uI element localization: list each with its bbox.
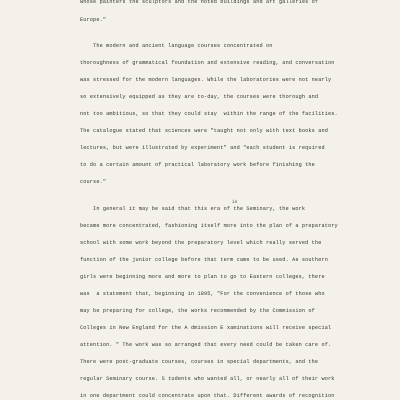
- text-line: function of the junior college before that term came to be used. As southern: [80, 257, 328, 263]
- text-line: Europe.": [80, 17, 107, 23]
- text-line: thoroughness of grammatical foundation and extensive reading, and conversation: [80, 60, 335, 66]
- text-line: to do a certain amount of practical laboratory work before finishing the: [80, 162, 315, 168]
- text-line: regular Seminary course. S tudents who wanted all, or nearly all of their work: [80, 376, 335, 382]
- text-line: so extensively equipped as they are to-day, the courses were thorough and: [80, 94, 319, 100]
- text-line: lectures, but were illustrated by experiment" and "each student is required: [80, 145, 325, 151]
- text-line: may be preparing for college, the works recommended by the Commission of: [80, 308, 315, 314]
- text-line: The catalogue stated that sciences were "taught not only with text books and: [80, 128, 328, 134]
- text-line: attention. " The work was so arranged that every need could be taken care of.: [80, 342, 332, 348]
- text-line: was stressed for the modern languages. While the laboratories were not nearly: [80, 77, 332, 83]
- text-line: in one department could concentrate upon that. Different awards of recognition: [80, 393, 335, 399]
- text-line: There were post-graduate courses, courses in special departments, and the: [80, 359, 319, 365]
- text-line: became more concentrated, fashioning itself more into the plan of a preparatory: [80, 223, 338, 229]
- text-line: was a statement that, beginning in 1895, "For the convenience of those who: [80, 291, 325, 297]
- text-line: girls were beginning more and more to plan to go to Eastern colleges, there: [80, 274, 325, 280]
- text-line: school with some work beyond the preparatory level which really served the: [80, 240, 322, 246]
- text-line: In general it may be said that this era of the Seminary, the work: [80, 206, 306, 212]
- text-line: The modern and ancient language courses concentrated on: [80, 43, 273, 49]
- handwritten-insertion-mark: in: [232, 200, 238, 205]
- text-line: whose painters the sculptors and the noted buildings and art galleries of: [80, 0, 319, 5]
- text-line: course.": [80, 179, 107, 185]
- text-line: Colleges in New England for the A dmission E xaminations will receive special: [80, 325, 332, 331]
- text-line: not too ambitious, so that they could stay within the range of the facilities.: [80, 111, 338, 117]
